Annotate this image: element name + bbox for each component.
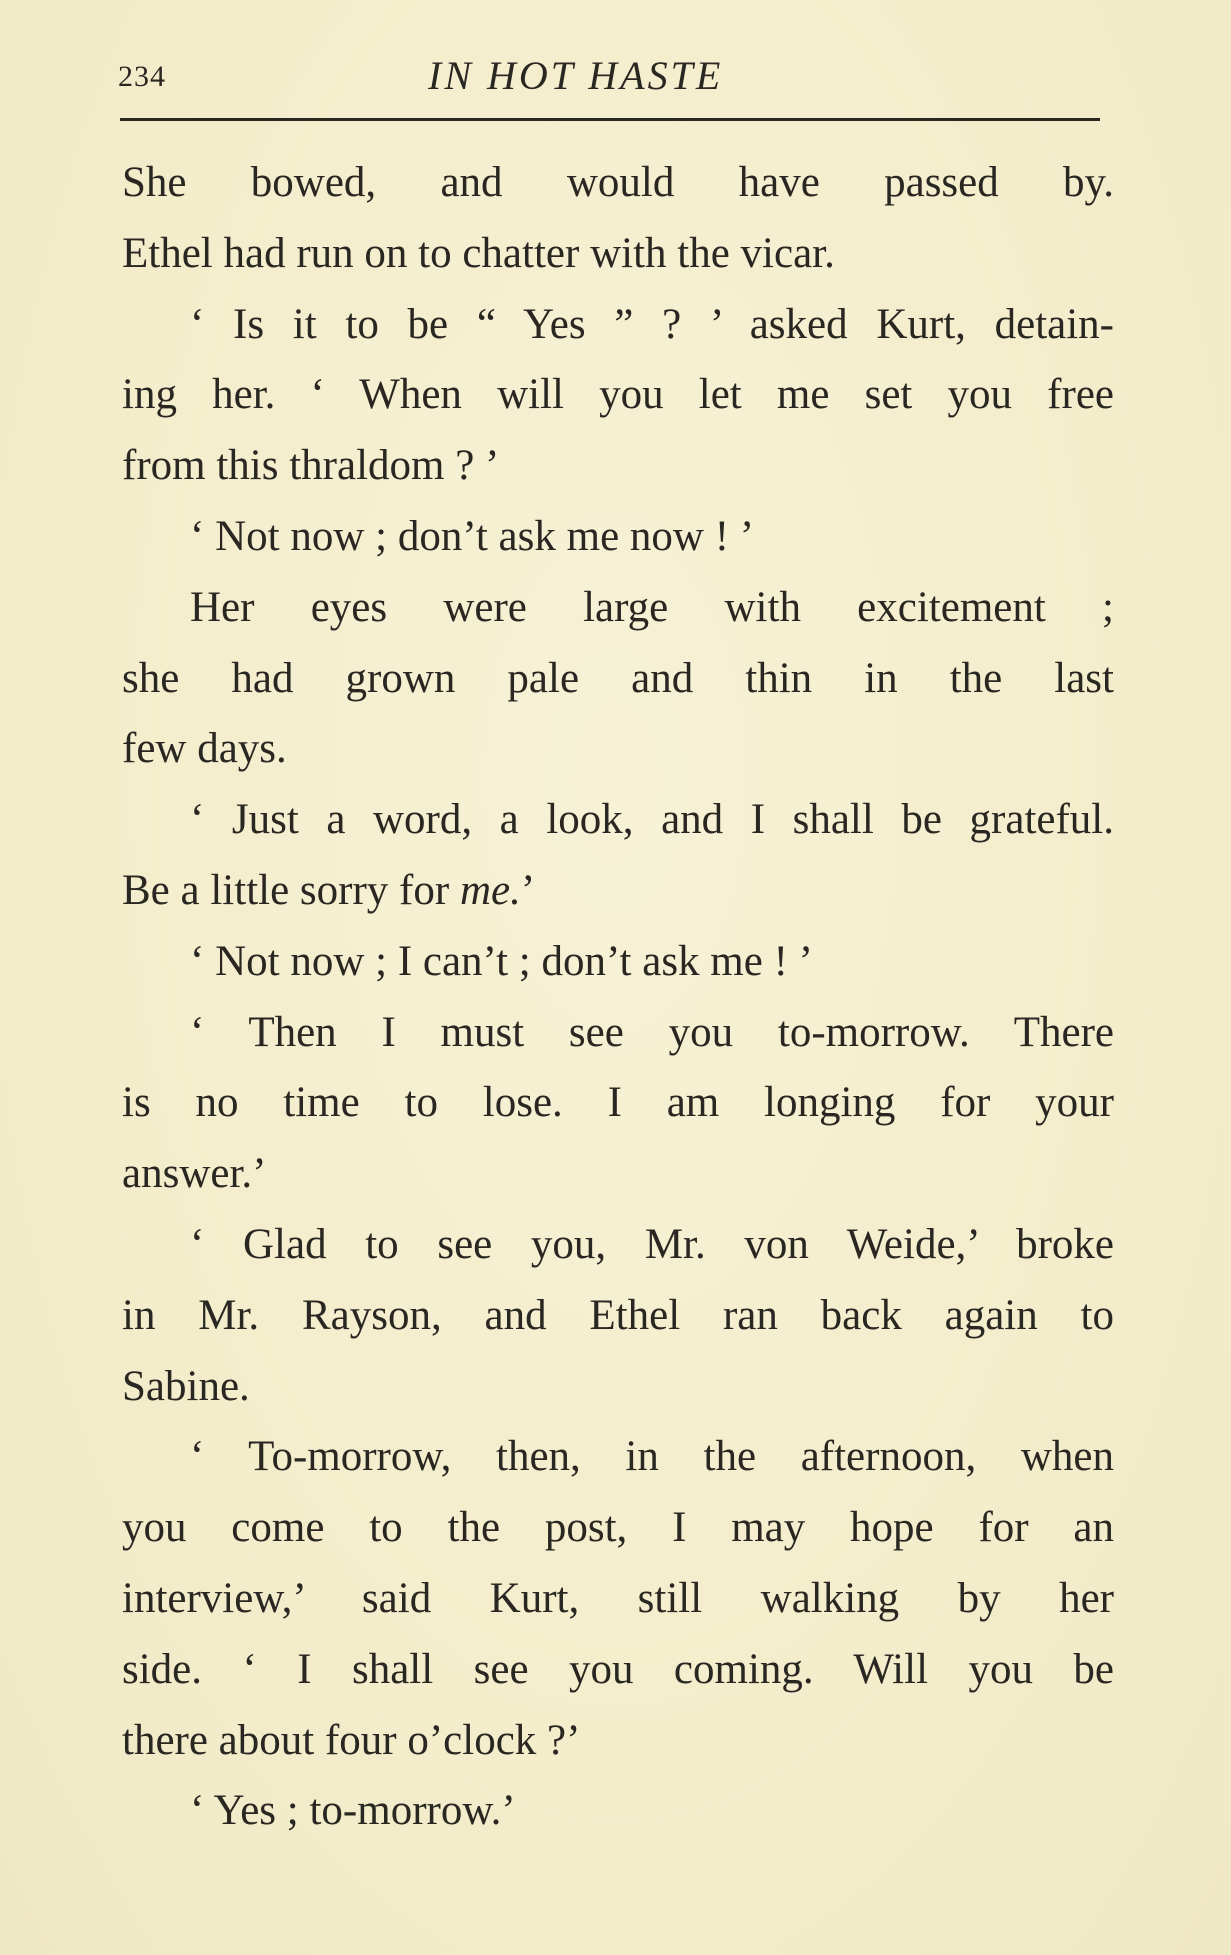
text-line: side. ‘ I shall see you coming. Will you be — [122, 1645, 1114, 1693]
text-line: interview,’ said Kurt, still walking by her — [122, 1574, 1114, 1622]
text-line: is no time to lose. I am longing for your — [122, 1079, 1114, 1127]
text-line: ‘ Then I must see you to-morrow. There — [190, 1008, 1114, 1056]
text-line: ‘ To-morrow, then, in the afternoon, when — [190, 1433, 1114, 1481]
italic-word: me. — [459, 866, 521, 914]
text-line: ‘ Glad to see you, Mr. von Weide,’ broke — [190, 1220, 1114, 1268]
text-line: you come to the post, I may hope for an — [122, 1504, 1114, 1552]
body-text — [122, 148, 1114, 1847]
running-title: IN HOT HASTE — [428, 53, 724, 98]
text-line: in Mr. Rayson, and Ethel ran back again to — [122, 1291, 1114, 1339]
text-segment: Be a little sorry for — [122, 866, 460, 914]
text-line: Ethel had run on to chatter with the vicar. — [122, 229, 835, 277]
text-line — [122, 856, 1114, 927]
text-segment: ’ — [520, 866, 536, 914]
page-header — [118, 52, 1100, 100]
text-line: Her eyes were large with excitement ; — [190, 583, 1114, 631]
header-rule — [120, 118, 1100, 121]
text-line: ing her. ‘ When will you let me set you free — [122, 371, 1114, 419]
text-line: ‘ Not now ; I can’t ; don’t ask me ! ’ — [190, 937, 813, 985]
text-line: ‘ Is it to be “ Yes ” ? ’ asked Kurt, detain- — [190, 300, 1114, 348]
text-line: answer.’ — [122, 1150, 267, 1198]
text-line: She bowed, and would have passed by. — [122, 159, 1114, 206]
text-line: Sabine. — [122, 1362, 250, 1410]
text-line: from this thraldom ? ’ — [122, 442, 500, 490]
text-line: ‘ Yes ; to-morrow.’ — [190, 1787, 516, 1835]
text-line: ‘ Just a word, a look, and I shall be grateful. — [190, 796, 1114, 844]
text-line: she had grown pale and thin in the last — [122, 654, 1114, 702]
text-line: ‘ Not now ; don’t ask me now ! ’ — [190, 512, 755, 560]
text-line: there about four o’clock ?’ — [122, 1716, 581, 1764]
page-number: 234 — [118, 60, 166, 93]
text-line: few days. — [122, 725, 287, 773]
